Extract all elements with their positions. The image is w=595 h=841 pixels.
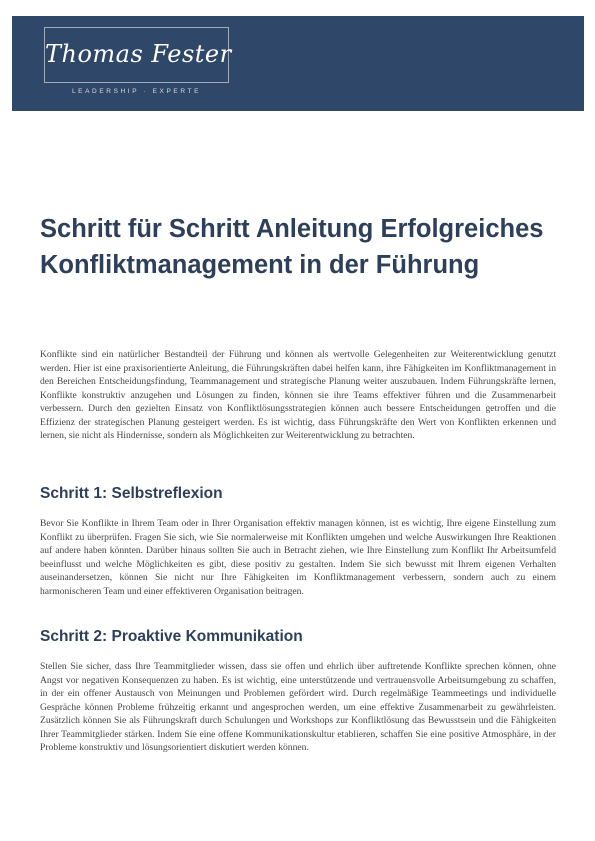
section-heading-step-1: Schritt 1: Selbstreflexion bbox=[40, 485, 223, 502]
header-banner bbox=[12, 16, 584, 111]
logo-name: Thomas Fester bbox=[45, 40, 232, 68]
section-body-step-1: Bevor Sie Konflikte in Ihrem Team oder in Ihrer Organisation effektiv managen können, ist es wichtig, Ihre eigene Einstellung zum Konflikt zu überprüfen. Fragen Sie sich, wie Sie normalerweise mit Konflikten umgehen und welche Auswirkungen Ihre Reaktionen auf andere haben könnten. Darüber hinaus sollten Sie auch in Betracht ziehen, wie Ihre Einstellung zum Konflikt Ihr Arbeitsumfeld beeinflusst und welche Möglichkeiten es gibt, diese positiv zu gestalten. Indem Sie sich bewusst mit Ihrem eigenen Verhalten auseinandersetzen, können Sie nicht nur Ihre Fähigkeiten im Konfliktmanagement verbessern, sondern auch zu einem harmonischeren Team und einer effektiveren Organisation beitragen. bbox=[40, 518, 556, 597]
section-body-step-2: Stellen Sie sicher, dass Ihre Teammitglieder wissen, dass sie offen und ehrlich über auftretende Konflikte sprechen können, ohne Angst vor negativen Konsequenzen zu haben. Es ist wichtig, eine unterstützende und vertrauensvolle Arbeitsumgebung zu schaffen, in der ein offener Austausch von Meinungen und Problemen gefördert wird. Durch regelmäßige Teammeetings und individuelle Gespräche können Probleme frühzeitig erkannt und angesprochen werden, um eine effektive Zusammenarbeit zu gewährleisten. Zusätzlich können Sie als Führungskraft durch Schulungen und Workshops zur Konfliktlösung das Bewusstsein und die Fähigkeiten Ihrer Teammitglieder stärken. Indem Sie eine offene Kommunikationskultur etablieren, schaffen Sie eine positive Atmosphäre, in der Probleme konstruktiv und lösungsorientiert diskutiert werden können. bbox=[40, 661, 556, 753]
intro-paragraph: Konflikte sind ein natürlicher Bestandteil der Führung und können als wertvolle Gelegenheiten zur Weiterentwicklung genutzt werden. Hier ist eine praxisorientierte Anleitung, die Führungskräften dabei helfen kann, ihre Fähigkeiten im Konfliktmanagement in den Bereichen Entscheidungsfindung, Teammanagement und strategische Planung weiter auszubauen. Indem Führungskräfte lernen, Konflikte konstruktiv anzugehen und Lösungen zu finden, können sie ihre Teams effektiver führen und die Zusammenarbeit verbessern. Durch den gezielten Einsatz von Konfliktlösungsstrategien können auch bessere Entscheidungen getroffen und die Effizienz der strategischen Planung gesteigert werden. Es ist wichtig, dass Führungskräfte den Wert von Konflikten erkennen und lernen, sie nicht als Hindernisse, sondern als Möglichkeiten zur Weiterentwicklung zu betrachten. bbox=[40, 349, 556, 441]
page-title: Schritt für Schritt Anleitung Erfolgreiches Konfliktmanagement in der Führung bbox=[40, 215, 544, 279]
section-heading-step-2: Schritt 2: Proaktive Kommunikation bbox=[40, 628, 303, 645]
logo bbox=[44, 27, 232, 83]
logo-tagline: LEADERSHIP · EXPERTE bbox=[71, 88, 202, 95]
